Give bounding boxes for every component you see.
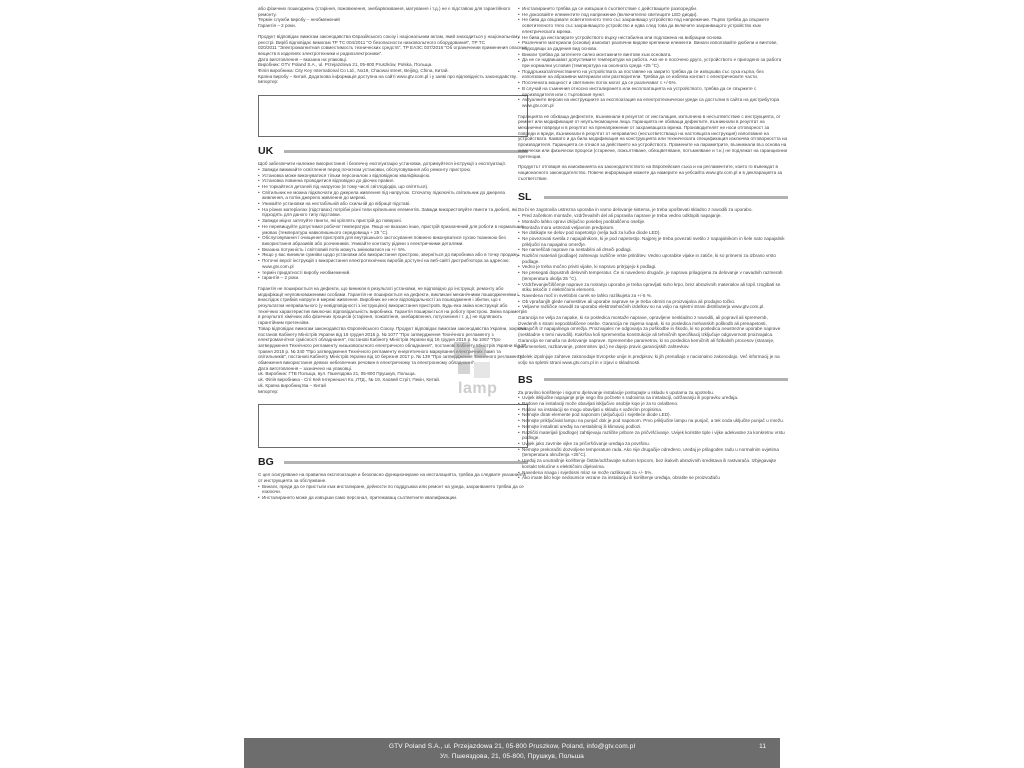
- list-item: • Инсталирането може да извърши само персонал, притежаващ съответните квалификации.: [258, 495, 528, 501]
- section-rule: [284, 150, 528, 153]
- list-item: • Винаги, преди да се пристъпи към инсталиране, дейности по поддръжка или ремонт на уреда, захранването трябва да се изключи.: [258, 484, 528, 495]
- list-item: • Завжди вимикайте освітлення перед початком установки, обслуговування або ремонту пристрою.: [258, 167, 528, 173]
- list-item: • Vedno je treba močno priviti vijake, ki napravo pritrjujejo k podlagi.: [518, 264, 788, 270]
- paragraph: Дата виготовлення – вказана на упаковці.: [258, 56, 348, 62]
- list-item: • Различните материали (основи) изискват различни видове крепежни елементи. Винаги използвайте дюбели и винтове, подходящи за дадения вид основа.: [518, 40, 788, 51]
- list-item: • Посочената мощност и светлинен поток могат да се различават с +/-5%.: [518, 80, 788, 86]
- list-item: • Ne dotikajte se delov pod napetostjo (velja tudi za lučke diode LED).: [518, 230, 788, 236]
- list-item: • Поддръжката/почистването на устройствата за поставяне на закрито трябва да се извършва със суха кърпа, без използване на абразивни материали или разтворители. Трябва да се избягва контакт с електрическите части.: [518, 69, 788, 80]
- paragraph: Термін служби виробу – необмежений: [258, 17, 340, 23]
- paragraph: Гарантія – 2 роки.: [258, 23, 296, 29]
- section-rule: [284, 461, 528, 464]
- list-item: • Ne povezovati svetila z napajalnikom, ki je pod napetostjo. Najprej je treba povezati svetilo z napajalnikom in šele nato napajalnik priključiti na napajalno omrežje.: [518, 236, 788, 247]
- list-item: • Ne presegati dopustnih delovnih temperatur. Če ni navedeno drugače, je naprava prilagojena za delovanje v navadnih razmerah (temperatura okolja 25 °C).: [518, 270, 788, 281]
- uk-continued-text: [258, 6, 528, 85]
- list-item: • Uvijek jako zavrnite vijke za pričvršćivanje uređaja za površinu.: [518, 441, 788, 447]
- list-item: • Уникайте установки на нестабільній або схильній до вібрації підставі.: [258, 201, 528, 207]
- list-item: • В случай на съмнения относно инсталирането или експлоатацията на устройството, трябва да се свържете с производителя или с търговския пункт.: [518, 86, 788, 97]
- list-item: • Pred začetkom montaže, vzdrževalnih del ali popravila naprave je treba vedno odklopiti napajanje.: [518, 213, 788, 219]
- section-header-uk: [258, 145, 528, 157]
- list-item: • Актуалните версии на инструкциите за експлоатация на електротехнически уреди са достъпни в сайта на дистрибутора www.gtv.com.pl: [518, 97, 788, 108]
- footer-address: GTV Poland S.A., ul. Przejazdowa 21, 05-800 Pruszkow, Poland, info@gtv.com.pl: [388, 743, 636, 750]
- paragraph: Імпортер:: [258, 388, 279, 394]
- section-intro: Za pravilno korištenje i sigurno djelovanje instalacije postupajte u skladu s uputama za upotrebu.: [518, 389, 715, 395]
- warranty-text: Garancija ne velja za napake, ki so posledica montaže naprave, opravljene neskladno z navodili, ali popravil ali sprememb, izvedenih s strani nepooblaščene osebe. Garancija ne zajema napak, ki so posledica mehanskih poškodb ali prenapetosti, izvirajočih iz napajalnega omrežja. Proizvajalec ne odgovarja za poškodbe in škodo, ki so posledica neustrezne uporabe naprave (neskladne s temi navodili). Kakršna koli sprememba konstrukcije ali tehničnih specifikacij izključuje odgovornost proizvajalca. Garancija se nanaša na delovanje naprave. Spremembe parametrov, ki so posledica kemičnih ali fizikalnih procesov (staranje, porumenelost, razbarvanje, potemnitev ipd.) ne dajejo pravic garancijskih zahtevkov.: [518, 315, 781, 349]
- bg-bullet-list-continued: [518, 6, 788, 109]
- list-item: • Поточні версії інструкцій з використання електротехнічних виробів доступні на веб-сайті дистриб'ютора за адресою: www.gtv.com.pl: [258, 258, 528, 269]
- list-item: • Radove na instalaciji može obavljati isključivo osoblje koje je za to ovlašteno.: [518, 401, 788, 407]
- list-item: • Nemojte priključivati lampu na punjač dok je pod naponom. Prvo priključite lampu na punjač, a tek onda uključite punjač u mrežu.: [518, 418, 788, 424]
- list-item: • Različiti materijali (podloge) zahtijevaju različite pribore za pričvršćivanje. Uvijek koristite tiple i vijke adekvatne za konkretnu vrstu podloge.: [518, 430, 788, 441]
- left-column: [258, 6, 528, 501]
- section-rule: [544, 378, 788, 381]
- warranty-text: Гаранцията не обхваща дефектите, възникнали в резултат от инсталация, изпълнена в несъответствие с инструкцията, от ремонт или модификация от неупълномощени лица. Гаранцията не обхваща дефектите, възникнали в резултат на механични повреди и в резултат на пренапрежение от захранващата мрежа. Производителят не носи отговорност за повреди и вреди, възникнали в резултат от неправилно (несъответстващо на настоящата инструкция) използване на устройствата. Каквато и да била модификация на конструкцията или техническата спецификация изключва отговорността на производителя. Гаранцията се отнася за действието на устройството. Промените на параметрите, възникнали въз основа на химически или физически процеси (стареене, пожълтяване, обезцветяване, потъмняване и т.н.) не подлежат на гаранционни претенции.: [518, 113, 788, 159]
- section-rule: [544, 196, 788, 199]
- section-header-bg: [258, 456, 528, 468]
- paragraph: Дата виготовлення – зазначено на упаковці.: [258, 365, 353, 371]
- list-item: • Завжди міцно затягуйте гвинти, які кріплять пристрій до поверхні.: [258, 218, 528, 224]
- list-item: • Nemojte prekoračiti dozvoljene temperature rada. Ako nije drugačije određeno, uređaj je prilagođen radu u normalnim uvjetima (temperatura okruženja +25°C).: [518, 447, 788, 458]
- list-item: • Radovi na instalaciji se mogu obavljati u skladu s važećim propisima.: [518, 407, 788, 413]
- compliance-text: Продуктът отговаря на изискванията на законодателството на Европейския съюз и на регламентите, които го въвеждат в националното законодателство. Повече информация можете да намерите на уебсайта www.gtv.com.pl и в декларацията за съответствие.: [518, 164, 783, 181]
- list-item: • Ne nameščati naprave na nestabilni ali drseči podlagi.: [518, 247, 788, 253]
- section-intro: Щоб забезпечити належне використання і безпечну експлуатацію установки, дотримуйтеся інструкції з експлуатації.: [258, 161, 507, 167]
- list-item: • На різних матеріалах (підставах) потрібні різні типи кріпильних елементів. Завжди використовуйте гвинти та дюбелі, які підходять для даного типу підставки.: [258, 207, 528, 218]
- list-item: • Ako imate bilo koje nedoumice vezane za instalaciju ili korištenje uređaja, obratite se proizvođaču: [518, 475, 788, 481]
- list-item: • Инсталирането трябва да се извърши в съответствие с действащите разпоредби.: [518, 6, 788, 12]
- list-item: • Не бива да свързвате осветителното тяло със захранващо устройство под напрежение. Първо трябва да свържете осветителното тяло със захранващото устройство и едва след това да включите захранващото устройство към електрическата мрежа.: [518, 17, 788, 34]
- list-item: • Обслуговування / очищення пристроїв для внутрішнього застосування повинно виконуватися сухою тканиною без використання абразивів або розчинників. Уникайте контакту рідини з електричними деталями.: [258, 235, 528, 246]
- paragraph: Виробник: GTV Poland S.A., ul. Przejazdowa 21, 05-800 Pruszków, Polska, Польща.: [258, 62, 433, 68]
- list-item: • Navedena snaga i svjetlosni mlaz se može razlikovati za +/- 5%.: [518, 470, 788, 476]
- paragraph: uk. Країна виробництва – Китай: [258, 382, 326, 388]
- list-item: • Світильник не можна підключати до джерела живлення під напругою. Спочатку підключіть світильник до джерела живлення, а потім джерело живлення до мережі.: [258, 190, 528, 201]
- list-item: • Vzdrževanje/čiščenje naprave za notranjo uporabo je treba opravljati suho krpo, brez abrazivnih materialov ali topil. Izogibati se stiku tekočin z električnimi elementi.: [518, 282, 788, 293]
- list-item: • Да не се надвишават допустимите температури на работа. Ако не е посочено друго, устройството е пригодено за работа при нормални условия (температура на околната среда +25 °C).: [518, 57, 788, 68]
- list-item: • Вказана потужність і світловий потік можуть змінюватися на +/- 5%.: [258, 247, 528, 253]
- page-number: 11: [759, 743, 766, 750]
- list-item: • Не докосвайте елементите под напрежение (включително светещите LED диоди).: [518, 12, 788, 18]
- section-intro: Da bi se zagotovila ustrezna uporaba in varno delovanje sistema, je treba upoštevati skladno z navodili za uporabo.: [518, 207, 753, 213]
- list-item: • Nemojte instalirati uređaj na nestabilnoj ili klimavoj podlozi.: [518, 424, 788, 430]
- compliance-text: Izdelek izpolnjuje zahteve zakonodaje Evropske unije in predpisov, ki jih prenašajo v nacionalno zakonodajo. Več informacij je na voljo na spletni strani www.gtv.com.pl in v izjavi o skladnosti.: [518, 354, 780, 365]
- list-item: • Montaža mora ustrezati veljavnim predpisom.: [518, 225, 788, 231]
- importer-box: [258, 404, 528, 448]
- list-item: • термін придатності виробу необмежений.: [258, 270, 528, 276]
- footer-bar: [244, 738, 780, 768]
- sl-bullet-list: [518, 213, 788, 310]
- list-item: • Не перевищуйте допустимої робочої температури. Якщо не вказано інше, пристрій призначений для роботи в нормальних умовах (температура навколишнього середовища + 25 °С).: [258, 224, 528, 235]
- section-code: SL: [518, 191, 532, 204]
- paragraph: uk. Виробник: ГТВ Польща, вул. Пшеяздова 21, 05-800 Прушкув, Польща.: [258, 371, 416, 377]
- list-item: • Не торкайтеся деталей під напругою (в тому числі світлодіодів, що світяться).: [258, 184, 528, 190]
- paragraph: uk. Філія виробника - Сіті Кей Інтернешнл Ко.,ЛТД., № 19, Хаовей Стріт, Пекін, Китай.: [258, 377, 441, 383]
- section-header-sl: [518, 191, 788, 203]
- section-code: BS: [518, 373, 533, 386]
- right-column: [518, 6, 788, 481]
- list-item: • Uvijek isključite napajanje prije nego što počnete s radovima na instalaciji, održavanju ili popravku uređaja.: [518, 395, 788, 401]
- list-item: • Uređaj za unutrašnje korištenje čistite/održavajte suhom krpicom, bez ikakvih abrazivnih sredstava ili rastvarača. Izbjegavajte kontakt tekućine s električnim dijelovima.: [518, 458, 788, 469]
- list-item: • Не бива да инсталирате устройството върху нестабилна или подложена на вибрации основа.: [518, 35, 788, 41]
- importer-box: [258, 95, 528, 137]
- section-code: UK: [258, 145, 274, 158]
- paragraph: 020/2011 "Электромагнитная совместимость технических средств", ТР ЕАЭС 037/2016 "Об ограничении применения опасных веществ в изделиях электротехники и радиоэлектроники".: [258, 45, 528, 56]
- section-code: BG: [258, 456, 274, 469]
- footer-address-cyrillic: Ул. Пшеяздова, 21, 05-800, Прушкув, Польша: [440, 753, 584, 760]
- bg-bullet-list: [258, 484, 528, 501]
- list-item: • Različni materiali (podlage) zahtevajo različne vrste pritrditev. Vedno uporabite vijake in zatiče, ki so primerni za izbrano vrsto podlage.: [518, 253, 788, 264]
- list-item: • Установка може виконуватися тільки персоналом з відповідною кваліфікацією.: [258, 173, 528, 179]
- uk-bullet-list: [258, 167, 528, 281]
- list-item: • Ob vprašanjih glede namestitve ali uporabe naprave se je treba obrniti na proizvajalca ali prodajno točko.: [518, 299, 788, 305]
- list-item: • Винаги трябва да затегнете силно монтажните винтове към основата.: [518, 52, 788, 58]
- paragraph: або фізичних пошкоджень (старіння, пожовкнення, знебарвлювання, матування і т.д.) не є підставою для гарантійного ремонту.: [258, 6, 511, 17]
- warranty-text: Гарантія не поширюється на дефекти, що виникли в результаті установки, не відповідно до інструкції, ремонту або модифікації неуповноваженими особами. Гарантія не поширюється на дефекти, викликані механічними пошкодженнями і внаслідок стрибків напруги в мережі живлення. Виробник не несе відповідальності за пошкодження і збитки, що є результатом неправильного (у невідповідності з інструкцією) використання пристроїв. Будь-яка зміна конструкції або технічних характеристик виключає відповідальність виробника. Гарантія поширюється на роботу пристрою. Зміна параметрів в результаті хімічних або фізичних процесів (старіння, пожовтіння, знебарвлення, потускніння і т. д.) не підлягають гарантійним претензіям.: [258, 285, 527, 326]
- list-item: • Якщо у вас виникли сумніви щодо установки або використання пристрою, зверніться до виробника або в точку продажу.: [258, 252, 528, 258]
- paragraph: Продукт відповідає вимогам законодавства Євразійського союзу і національним актам, який знаходиться у національному реєстрі. Виріб відповідає вимогам ТР ТС 004/2011 "О безопасности низковольтного оборудования", ТР ТС: [258, 33, 520, 45]
- list-item: • Nemojte dirati elemente pod naponom (uključujući i svjetleće diode LED).: [518, 412, 788, 418]
- paragraph: Філія виробника: City Key International Co Ltd., No19, Chaowai street, Beijing, China, Китай.: [258, 68, 449, 74]
- list-item: • Veljavne različice navodil za uporabo elektrotehničnih izdelkov so na voljo na spletni strani distributerja www.gtv.com.pl.: [518, 304, 788, 310]
- bs-bullet-list: [518, 395, 788, 481]
- paragraph: Імпортер:: [258, 79, 279, 85]
- list-item: • гарантія – 2 роки.: [258, 275, 528, 281]
- list-item: • Navedena moč in svetlobni curek se lahko razlikujeta za +/-5 %.: [518, 293, 788, 299]
- compliance-text: Товар відповідає вимогам законодавства Європейського Союзу. Продукт відповідає вимогам законодавства України, зокрема постанов Кабінету Міністрів України від 16 грудня 2015 р. № 1077 "Про затвердження Технічного регламенту з електромагнітної сумісності обладнання", постанові Кабінету Міністрів України від 16 грудня 2015 р. № 1067 "Про затвердження Технічного регламенту низьковольтного електричного обладнання", постанові Кабінету Міністрів України від 27 травня 2015 р. № 340 "Про затвердження Технічного регламенту енергетичного маркування електричних ламп та світильників", постанові Кабінету Міністрів України від 10 березня 2017 р. № 139 "Про затвердження Технічного регламенту обмеження використання деяких небезпечних речовин в електричному та електронному обладнанні".: [258, 325, 527, 366]
- section-header-bs: [518, 374, 788, 386]
- watermark-text: lamp: [458, 380, 498, 397]
- section-intro: С цел осигуряване на правилна експлоатация и безопасно функциониране на инсталацията, трябва да следвате указанията от инструкцията за обслужване.: [258, 472, 526, 483]
- paragraph: Країна виробу – Китай. Додаткова інформація доступна на сайті www.gtv.com.pl і у заяві про відповідність законодавству.: [258, 73, 517, 79]
- list-item: • Установка повинна проводитися відповідно до діючих правил.: [258, 178, 528, 184]
- list-item: • Montažo lahko opravi izključno posebej pooblaščeno osebje.: [518, 219, 788, 225]
